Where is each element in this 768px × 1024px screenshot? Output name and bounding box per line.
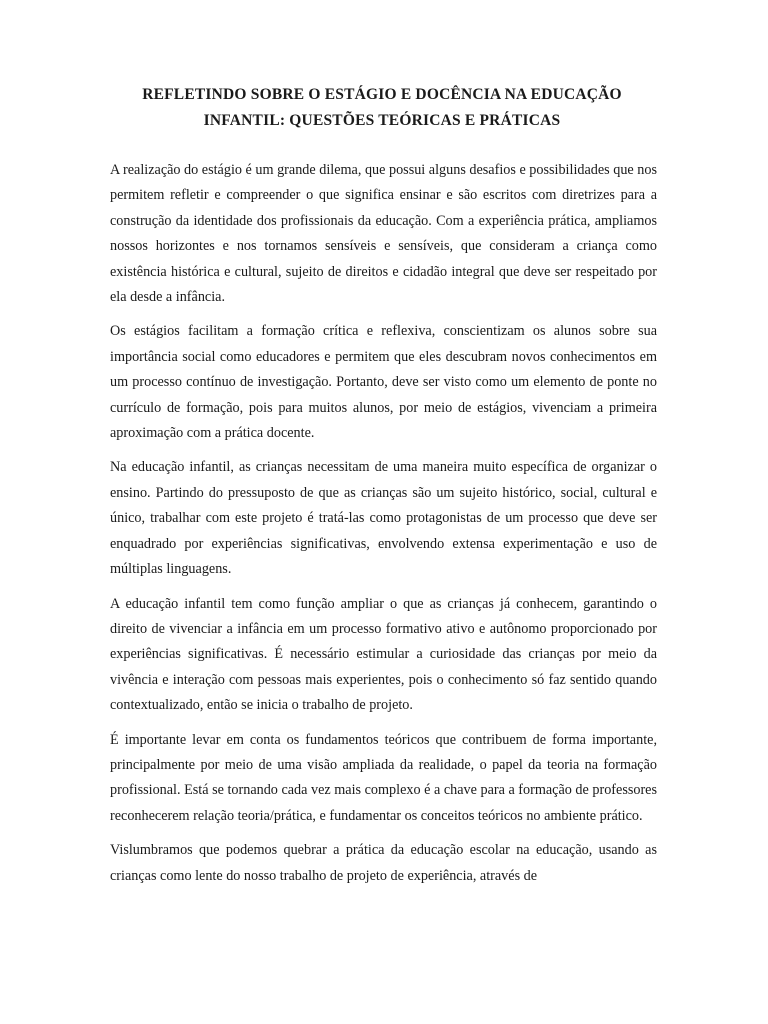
paragraph-2: Os estágios facilitam a formação crítica e reflexiva, conscientizam os alunos sobre sua importância social como educadores e permitem que eles descubram novos conhecimentos em um processo contínuo de investigação. Portanto, deve ser visto como um elemento de ponte no currículo de formação, pois para muitos alunos, por meio de estágios, vivenciam a primeira aproximação com a prática docente. (110, 323, 657, 442)
title-line-1: REFLETINDO SOBRE O ESTÁGIO E DOCÊNCIA NA EDUCAÇÃO (142, 86, 622, 103)
paragraph-4: A educação infantil tem como função ampliar o que as crianças já conhecem, garantindo o direito de vivenciar a infância em um processo formativo ativo e autônomo proporcionado por experiências significativas. É necessário estimular a curiosidade das crianças por meio da vivência e interação com pessoas mais experientes, pois o conhecimento só faz sentido quando contextualizado, então se inicia o trabalho de projeto. (110, 595, 657, 714)
document-title (108, 82, 656, 134)
paragraph-3: Na educação infantil, as crianças necessitam de uma maneira muito específica de organizar o ensino. Partindo do pressuposto de que as crianças são um sujeito histórico, social, cultural e único, trabalhar com este projeto é tratá-las como protagonistas de um processo que deve ser enquadrado por experiências significativas, envolvendo extensa experimentação e uso de múltiplas linguagens. (110, 459, 657, 578)
title-line-2: INFANTIL: QUESTÕES TEÓRICAS E PRÁTICAS (203, 112, 561, 129)
paragraph-6: Vislumbramos que podemos quebrar a prática da educação escolar na educação, usando as crianças como lente do nosso trabalho de projeto de experiência, através de (110, 842, 657, 884)
paragraph-1: A realização do estágio é um grande dilema, que possui alguns desafios e possibilidades que nos permitem refletir e compreender o que significa ensinar e são escritos com diretrizes para a construção da identidade dos profissionais da educação. Com a experiência prática, ampliamos nossos horizontes e nos tornamos sensíveis e sensíveis, que consideram a criança como existência histórica e cultural, sujeito de direitos e cidadão integral que deve ser respeitado por ela desde a infância. (110, 162, 657, 306)
document-body (110, 158, 657, 898)
paragraph-5: É importante levar em conta os fundamentos teóricos que contribuem de forma importante, principalmente por meio de uma visão ampliada da realidade, o papel da teoria na formação profissional. Está se tornando cada vez mais complexo é a chave para a formação de professores reconhecerem relação teoria/prática, e fundamentar os conceitos teóricos no ambiente prático. (110, 731, 657, 824)
